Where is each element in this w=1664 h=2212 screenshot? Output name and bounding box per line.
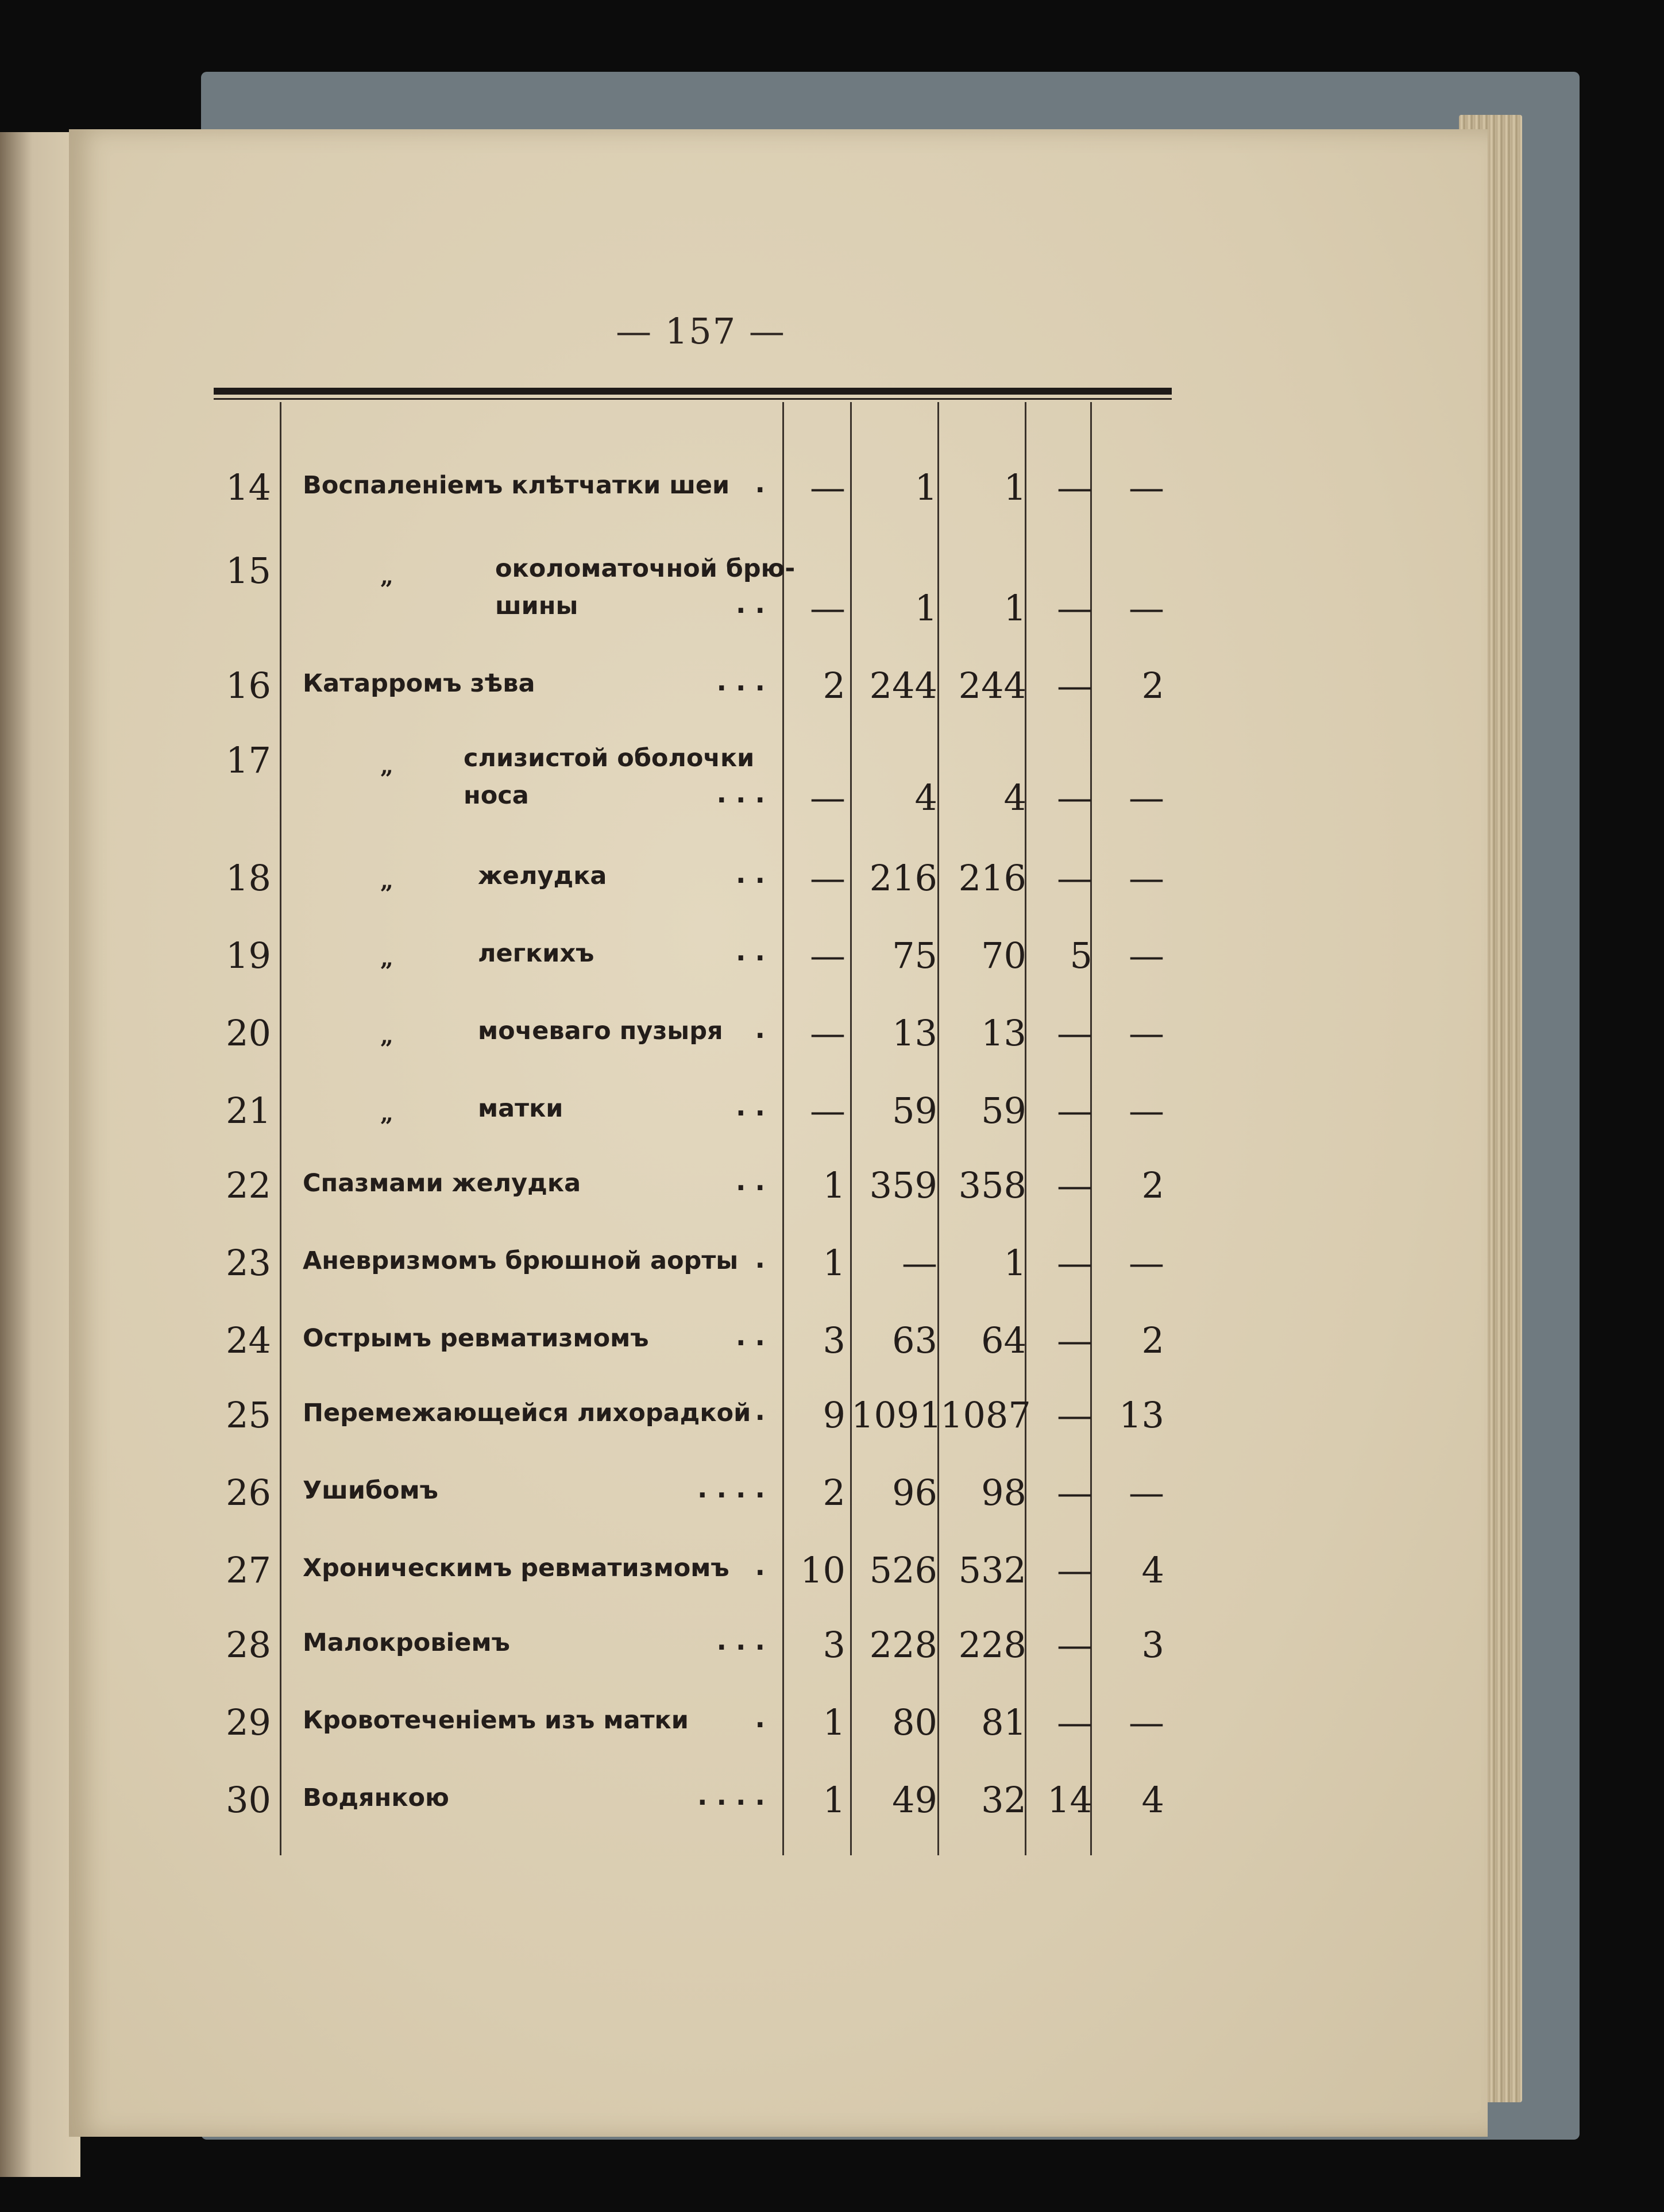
cell-value: —	[1129, 1472, 1164, 1514]
dot-leader: . .	[736, 588, 765, 619]
cell-value: 63	[892, 1319, 937, 1361]
row-number: 14	[226, 466, 271, 508]
cell-value: —	[1057, 466, 1092, 508]
cell-value: 2	[823, 1472, 845, 1514]
row-number: 23	[226, 1242, 271, 1284]
cell-value: 75	[892, 935, 937, 976]
cell-value: 359	[869, 1164, 937, 1206]
cell-value: 9	[823, 1394, 845, 1436]
cell-value: —	[810, 587, 845, 629]
cell-value: —	[1057, 1012, 1092, 1054]
cell-value: 216	[869, 857, 937, 899]
left-page-edge	[0, 132, 80, 2177]
cell-value: 96	[892, 1472, 937, 1514]
cell-value: 244	[869, 665, 937, 707]
dot-leader: . . .	[716, 778, 765, 809]
cell-value: 80	[892, 1701, 937, 1743]
cell-value: 1	[1003, 587, 1026, 629]
cell-value: 216	[958, 857, 1026, 899]
cell-value: 4	[1003, 777, 1026, 819]
row-number: 30	[226, 1779, 271, 1821]
cell-value: 13	[981, 1012, 1026, 1054]
table-row	[214, 1624, 1172, 1686]
cell-value: 59	[981, 1090, 1026, 1132]
dot-leader: .	[755, 1703, 765, 1734]
cell-value: —	[1129, 587, 1164, 629]
row-number: 24	[226, 1319, 271, 1361]
dot-leader: . .	[736, 858, 765, 889]
row-label: Острымъ ревматизмомъ	[303, 1324, 649, 1353]
row-label: мочеваго пузыря	[478, 1017, 723, 1045]
table-row	[214, 550, 1172, 629]
cell-value: —	[810, 857, 845, 899]
row-number: 26	[226, 1472, 271, 1514]
row-label: Кровотеченіемъ изъ матки	[303, 1706, 689, 1735]
table-row	[214, 1472, 1172, 1534]
cell-value: —	[1057, 1319, 1092, 1361]
dot-leader: . . .	[716, 1625, 765, 1656]
cell-value: —	[1057, 777, 1092, 819]
cell-value: 1	[823, 1164, 845, 1206]
cell-value: —	[810, 935, 845, 976]
cell-value: —	[810, 1090, 845, 1132]
cell-value: —	[1057, 1549, 1092, 1591]
table-row	[214, 1779, 1172, 1841]
ditto-mark: „	[380, 752, 394, 779]
row-number: 17	[226, 739, 271, 781]
cell-value: —	[1057, 1242, 1092, 1284]
dot-leader: . . . .	[697, 1473, 765, 1504]
cell-value: 228	[869, 1624, 937, 1666]
cell-value: 14	[1047, 1779, 1092, 1821]
row-number: 20	[226, 1012, 271, 1054]
ditto-mark: „	[380, 1022, 394, 1049]
ditto-mark: „	[380, 563, 394, 590]
table-row	[214, 1394, 1172, 1456]
page-number: — 157 —	[616, 310, 786, 352]
row-number: 22	[226, 1164, 271, 1206]
cell-value: 32	[981, 1779, 1026, 1821]
dot-leader: .	[755, 1550, 765, 1581]
row-label: желудка	[478, 862, 607, 890]
row-number: 21	[226, 1090, 271, 1132]
ditto-mark: „	[380, 1100, 394, 1127]
row-label: легкихъ	[478, 939, 594, 968]
cell-value: 1	[823, 1242, 845, 1284]
cell-value: 358	[958, 1164, 1026, 1206]
cell-value: —	[1057, 1164, 1092, 1206]
row-label: Катарромъ зѣва	[303, 669, 535, 698]
table-row	[214, 739, 1172, 819]
cell-value: —	[810, 1012, 845, 1054]
cell-value: —	[810, 777, 845, 819]
table-row	[214, 1012, 1172, 1074]
cell-value: 59	[892, 1090, 937, 1132]
cell-value: —	[1057, 1624, 1092, 1666]
cell-value: 2	[1141, 1164, 1164, 1206]
row-number: 19	[226, 935, 271, 976]
dot-leader: .	[755, 1395, 765, 1426]
row-number: 28	[226, 1624, 271, 1666]
table-row	[214, 857, 1172, 919]
cell-value: —	[1057, 1472, 1092, 1514]
table-row	[214, 1319, 1172, 1381]
table-row	[214, 1701, 1172, 1763]
table-row	[214, 1242, 1172, 1304]
cell-value: 81	[981, 1701, 1026, 1743]
cell-value: 532	[958, 1549, 1026, 1591]
cell-value: —	[1057, 665, 1092, 707]
row-label: Хроническимъ ревматизмомъ	[303, 1554, 729, 1582]
ditto-mark: „	[380, 945, 394, 972]
header-rule-thin	[214, 398, 1172, 400]
cell-value: 1	[1003, 1242, 1026, 1284]
dot-leader: . .	[736, 1321, 765, 1352]
cell-value: 2	[1141, 665, 1164, 707]
dot-leader: . . . .	[697, 1780, 765, 1811]
row-label: Спазмами желудка	[303, 1169, 581, 1198]
table-row	[214, 935, 1172, 997]
cell-value: 1	[1003, 466, 1026, 508]
row-label: Аневризмомъ брюшной аорты	[303, 1246, 739, 1275]
header-rule	[214, 388, 1172, 395]
cell-value: 2	[823, 665, 845, 707]
cell-value: 1087	[940, 1394, 1031, 1436]
cell-value: —	[1129, 1701, 1164, 1743]
row-label: Водянкою	[303, 1784, 449, 1812]
cell-value: —	[1129, 935, 1164, 976]
cell-value: 10	[800, 1549, 845, 1591]
cell-value: 13	[892, 1012, 937, 1054]
cell-value: —	[1057, 1090, 1092, 1132]
row-number: 29	[226, 1701, 271, 1743]
cell-value: 1	[823, 1701, 845, 1743]
cell-value: —	[1129, 466, 1164, 508]
row-label-continuation: носа	[464, 781, 529, 810]
dot-leader: . .	[736, 1165, 765, 1196]
row-number: 25	[226, 1394, 271, 1436]
cell-value: —	[1129, 857, 1164, 899]
cell-value: —	[1057, 857, 1092, 899]
cell-value: 1	[914, 587, 937, 629]
cell-value: —	[1057, 1701, 1092, 1743]
table-row	[214, 466, 1172, 528]
row-label: околоматочной брю-	[495, 554, 796, 583]
dot-leader: .	[755, 468, 765, 499]
cell-value: —	[1057, 1394, 1092, 1436]
cell-value: 244	[958, 665, 1026, 707]
cell-value: 3	[823, 1319, 845, 1361]
table-row	[214, 1090, 1172, 1152]
cell-value: 13	[1119, 1394, 1164, 1436]
cell-value: 526	[869, 1549, 937, 1591]
cell-value: —	[1129, 1242, 1164, 1284]
cell-value: 4	[1141, 1779, 1164, 1821]
cell-value: —	[1057, 587, 1092, 629]
cell-value: —	[810, 466, 845, 508]
row-label: Перемежающейся лихорадкой	[303, 1399, 751, 1427]
cell-value: 1	[823, 1779, 845, 1821]
cell-value: 5	[1070, 935, 1092, 976]
row-number: 15	[226, 550, 271, 592]
table-row	[214, 1549, 1172, 1611]
dot-leader: .	[755, 1013, 765, 1044]
dot-leader: .	[755, 1243, 765, 1274]
row-label-continuation: шины	[495, 592, 578, 620]
dot-leader: . . .	[716, 666, 765, 697]
dot-leader: . .	[736, 1091, 765, 1122]
ditto-mark: „	[380, 867, 394, 894]
cell-value: 1091	[851, 1394, 942, 1436]
table-row	[214, 665, 1172, 727]
row-label: матки	[478, 1094, 563, 1123]
row-number: 18	[226, 857, 271, 899]
cell-value: 98	[981, 1472, 1026, 1514]
dot-leader: . .	[736, 936, 765, 967]
row-label: слизистой оболочки	[464, 744, 755, 773]
cell-value: 4	[1141, 1549, 1164, 1591]
row-number: 27	[226, 1549, 271, 1591]
cell-value: 4	[914, 777, 937, 819]
cell-value: —	[1129, 1012, 1164, 1054]
row-number: 16	[226, 665, 271, 707]
row-label: Ушибомъ	[303, 1476, 438, 1505]
cell-value: 1	[914, 466, 937, 508]
cell-value: —	[1129, 1090, 1164, 1132]
cell-value: 3	[823, 1624, 845, 1666]
cell-value: 64	[981, 1319, 1026, 1361]
row-label: Воспаленіемъ клѣтчатки шеи	[303, 471, 730, 500]
cell-value: 3	[1141, 1624, 1164, 1666]
cell-value: 70	[981, 935, 1026, 976]
row-label: Малокровіемъ	[303, 1628, 510, 1657]
cell-value: 2	[1141, 1319, 1164, 1361]
cell-value: 49	[892, 1779, 937, 1821]
cell-value: 228	[958, 1624, 1026, 1666]
table-row	[214, 1164, 1172, 1226]
cell-value: —	[1129, 777, 1164, 819]
cell-value: —	[902, 1242, 937, 1284]
